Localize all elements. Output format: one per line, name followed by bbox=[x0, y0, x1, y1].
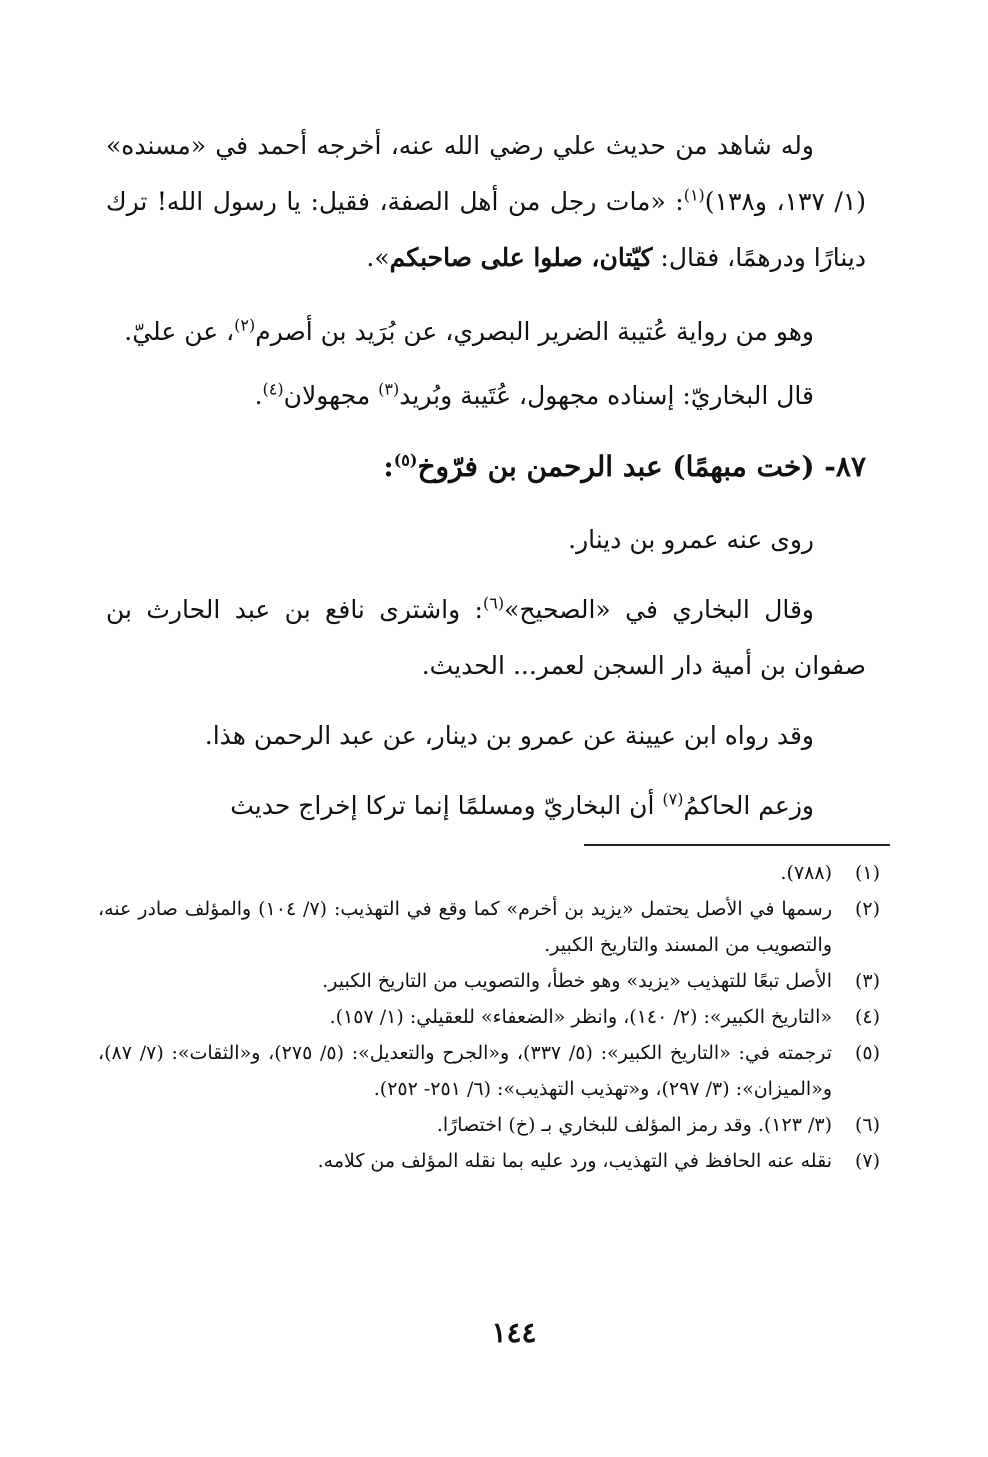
footnote-number: (٤) bbox=[854, 1006, 880, 1028]
paragraph-3-text-a: قال البخاريّ: إسناده مجهول، عُتَيبة وبُريد bbox=[399, 381, 814, 410]
footnote-6 bbox=[98, 1107, 880, 1143]
entry-heading bbox=[106, 436, 866, 498]
footnote-number: (٣) bbox=[854, 970, 880, 992]
main-text-3 bbox=[106, 512, 866, 834]
paragraph-3-text-c: . bbox=[254, 381, 263, 410]
footnote-number: (١) bbox=[854, 862, 880, 884]
footnote-ref-2: (٢) bbox=[234, 315, 256, 335]
footnote-text: رسمها في الأصل يحتمل «يزيد بن أخرم» كما وقع في التهذيب: (٧/ ١٠٤) والمؤلف صادر عنه، والتصويب من المسند والتاريخ الكبير. bbox=[98, 898, 832, 956]
paragraph-7-text-b: أن البخاريّ ومسلمًا إنما تركا إخراج حديث bbox=[230, 791, 663, 820]
page-number: ١٤٤ bbox=[491, 1316, 537, 1349]
paragraph-6: وقد رواه ابن عيينة عن عمرو بن دينار، عن عبد الرحمن هذا. bbox=[204, 721, 814, 750]
footnote-number: (٧) bbox=[854, 1150, 880, 1172]
footnote-text: (٣/ ١٢٣). وقد رمز المؤلف للبخاري بـ (خ) اختصارًا. bbox=[436, 1114, 832, 1136]
footnote-ref-5: (٥) bbox=[393, 450, 418, 470]
footnote-text: (٧٨٨). bbox=[780, 862, 832, 884]
paragraph-5 bbox=[106, 582, 866, 694]
footnote-3 bbox=[98, 963, 880, 999]
paragraph-5-text-b: : واشترى نافع بن عبد الحارث بن صفوان بن أمية دار السجن لعمر... الحديث. bbox=[106, 595, 866, 680]
footnote-ref-1: (١) bbox=[683, 185, 705, 205]
footnote-text: نقله عنه الحافظ في التهذيب، ورد عليه بما نقله المؤلف من كلامه. bbox=[317, 1150, 832, 1172]
footnote-separator bbox=[584, 844, 890, 846]
footnote-5 bbox=[98, 1035, 880, 1107]
paragraph-2 bbox=[106, 304, 866, 360]
footnote-7 bbox=[98, 1143, 880, 1179]
paragraph-3 bbox=[106, 368, 866, 424]
paragraph-2-text-b: ، عن عليّ. bbox=[124, 317, 235, 346]
main-text bbox=[106, 118, 866, 286]
footnote-ref-6: (٦) bbox=[482, 593, 505, 613]
footnotes bbox=[98, 855, 880, 1179]
entry-number: ٨٧- bbox=[814, 450, 866, 483]
entry-suffix: : bbox=[383, 450, 394, 483]
paragraph-2-text-a: وهو من رواية عُتيبة الضرير البصري، عن بُرَيد بن أصرم bbox=[255, 317, 814, 346]
paragraph-1-text-c: ». bbox=[366, 243, 390, 272]
footnote-text: «التاريخ الكبير»: (٢/ ١٤٠)، وانظر «الضعفاء» للعقيلي: (١/ ١٥٧). bbox=[329, 1006, 832, 1028]
paragraph-1-text-b: : «مات رجل من أهل الصفة، فقيل: يا رسول الله! ترك دينارًا ودرهمًا، فقال: bbox=[106, 187, 866, 272]
paragraph-1-bold-quote: كيّتان، صلوا على صاحبكم bbox=[389, 243, 653, 272]
footnote-ref-3: (٣) bbox=[378, 379, 400, 399]
footnote-1 bbox=[98, 855, 880, 891]
paragraph-4: روى عنه عمرو بن دينار. bbox=[568, 525, 814, 554]
paragraph-7-text-a: وزعم الحاكمُ bbox=[683, 791, 814, 820]
footnote-number: (٥) bbox=[854, 1042, 880, 1064]
paragraph-1 bbox=[106, 118, 866, 286]
footnote-number: (٦) bbox=[854, 1114, 880, 1136]
footnote-number: (٢) bbox=[854, 898, 880, 920]
footnote-text: ترجمته في: «التاريخ الكبير»: (٥/ ٣٣٧)، و«الجرح والتعديل»: (٥/ ٢٧٥)، و«الثقات»: (٧/ ٨٧)، و«الميزان»: (٣/ ٢٩٧)، و«تهذيب التهذيب»: (٦/ ٢٥١- ٢٥٢). bbox=[98, 1042, 833, 1100]
footnote-text: الأصل تبعًا للتهذيب «يزيد» وهو خطأ، والتصويب من التاريخ الكبير. bbox=[322, 970, 832, 992]
paragraph-1-text-a: وله شاهد من حديث علي رضي الله عنه، أخرجه أحمد في «مسنده» (١/ ١٣٧، و١٣٨) bbox=[106, 131, 867, 216]
paragraph-3-text-b: مجهولان bbox=[283, 381, 379, 410]
footnote-ref-4: (٤) bbox=[262, 379, 284, 399]
entry-heading-block bbox=[106, 436, 866, 498]
entry-label: (خت مبهمًا) عبد الرحمن بن فرّوخ bbox=[417, 450, 815, 483]
paragraph-5-text-a: وقال البخاري في «الصحيح» bbox=[504, 595, 815, 624]
footnote-2 bbox=[98, 891, 880, 963]
footnote-ref-7: (٧) bbox=[662, 789, 684, 809]
footnote-4 bbox=[98, 999, 880, 1035]
main-text-2 bbox=[106, 304, 866, 424]
paragraph-7 bbox=[106, 778, 866, 834]
